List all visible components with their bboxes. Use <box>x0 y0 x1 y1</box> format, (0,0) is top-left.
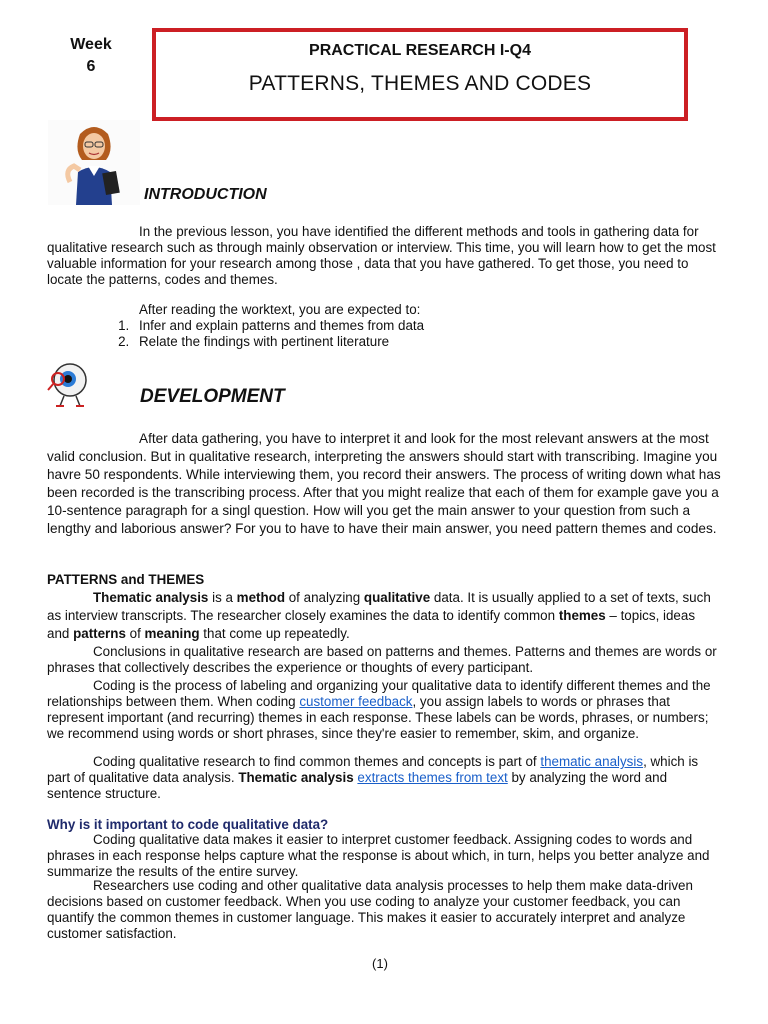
week-number: 6 <box>86 58 96 75</box>
term-meaning: meaning <box>144 626 200 641</box>
development-paragraph <box>47 430 721 538</box>
text-run: Coding is the process of labeling and organizing your qualitative data to identify different themes and the relationships between them. When coding <box>47 678 711 709</box>
thematic-analysis-link[interactable]: thematic analysis <box>540 754 644 769</box>
objectives-list <box>47 318 721 350</box>
title-box <box>152 28 688 121</box>
conclusions-paragraph <box>47 644 721 676</box>
text-run: of <box>125 626 145 641</box>
patterns-heading: PATTERNS and THEMES <box>47 572 205 587</box>
term-thematic-analysis: Thematic analysis <box>238 770 354 785</box>
introduction-paragraph <box>47 224 721 288</box>
why-text-2: Researchers use coding and other qualitative data analysis processes to help them make data-driven decisions based on customer feedback. When you use coding to analyze your customer feedback, you can quantify the common themes in customer language. This makes it easier to accurately interpret and analyze customer satisfaction. <box>47 878 693 941</box>
development-heading: DEVELOPMENT <box>140 386 285 407</box>
why-paragraph-2 <box>47 878 721 942</box>
eye-magnifier-icon <box>46 362 96 408</box>
term-thematic-analysis: Thematic analysis <box>93 590 209 605</box>
term-patterns: patterns <box>73 626 126 641</box>
coding-paragraph <box>47 678 721 742</box>
list-item: 2. Relate the findings with pertinent literature <box>133 334 721 350</box>
customer-feedback-link[interactable]: customer feedback <box>299 694 413 709</box>
text-run: , you assign labels to words or phrases that represent important (and recurring) themes in each response. These labels can be words, phrases, or numbers; we recommend using words or short phrases, since they're easier to remember, skim, and organize. <box>47 694 709 741</box>
development-text: After data gathering, you have to interpret it and look for the most relevant answers at the most valid conclusion. But in qualitative research, interpreting the answers should start with transcribing. Imagine you havre 50 respondents. While interviewing them, you record their answers. The process of writing down what has been recorded is the transcribing process. After that you might realize that each of them for example gave you a 10-sentence paragraph for a singl question. How will you get the main answer to your question from such a lengthy and laborious answer? For you to have to have their main answer, you need pattern themes and codes. <box>47 431 721 536</box>
thematic-analysis-paragraph <box>47 589 721 643</box>
text-run: of analyzing <box>285 590 364 605</box>
conclusions-text: Conclusions in qualitative research are based on patterns and themes. Patterns and themes are words or phrases that collectively describes the experience or thoughts of every participant. <box>47 644 717 675</box>
text-run: Coding qualitative research to find common themes and concepts is part of <box>93 754 541 769</box>
text-run: is a <box>208 590 237 605</box>
page-number: (1) <box>372 956 388 971</box>
introduction-text: In the previous lesson, you have identified the different methods and tools in gathering data for qualitative research such as through mainly observation or interview. This time, you will learn how to get the most valuable information for your research among those , data that you have gathered. To get those, you need to locate the patterns, codes and themes. <box>47 224 716 287</box>
extracts-themes-link[interactable]: extracts themes from text <box>357 770 508 785</box>
text-run: , which is part of qualitative data analysis. <box>47 754 699 785</box>
why-text-1: Coding qualitative data makes it easier to interpret customer feedback. Assigning codes to words and phrases in each response helps capture what the response is about which, in turn, helps you better analyze and summarize the results of the entire survey. <box>47 832 710 879</box>
objectives-lead: After reading the worktext, you are expected to: <box>139 302 421 317</box>
text-run: that come up repeatedly. <box>199 626 350 641</box>
term-themes: themes <box>558 608 606 623</box>
introduction-heading: INTRODUCTION <box>144 186 267 203</box>
thematic-link-paragraph <box>47 754 721 802</box>
week-text: Week <box>70 36 112 53</box>
text-run: data. It is usually applied to a set of texts, such as interview transcripts. The researcher closely examines the data to identify common <box>47 590 711 623</box>
term-method: method <box>236 590 286 605</box>
course-title: PRACTICAL RESEARCH I-Q4 <box>309 42 531 59</box>
teacher-illustration-icon <box>48 120 140 205</box>
why-paragraph-1 <box>47 832 721 880</box>
text-run: by analyzing the word and sentence structure. <box>47 770 668 801</box>
week-label <box>60 34 122 78</box>
objectives-block <box>47 302 721 350</box>
lesson-title: PATTERNS, THEMES AND CODES <box>248 72 592 95</box>
why-heading: Why is it important to code qualitative data? <box>47 817 329 832</box>
list-item: 1. Infer and explain patterns and themes from data <box>133 318 721 334</box>
text-run: – topics, ideas and <box>47 608 696 641</box>
term-qualitative: qualitative <box>363 590 431 605</box>
